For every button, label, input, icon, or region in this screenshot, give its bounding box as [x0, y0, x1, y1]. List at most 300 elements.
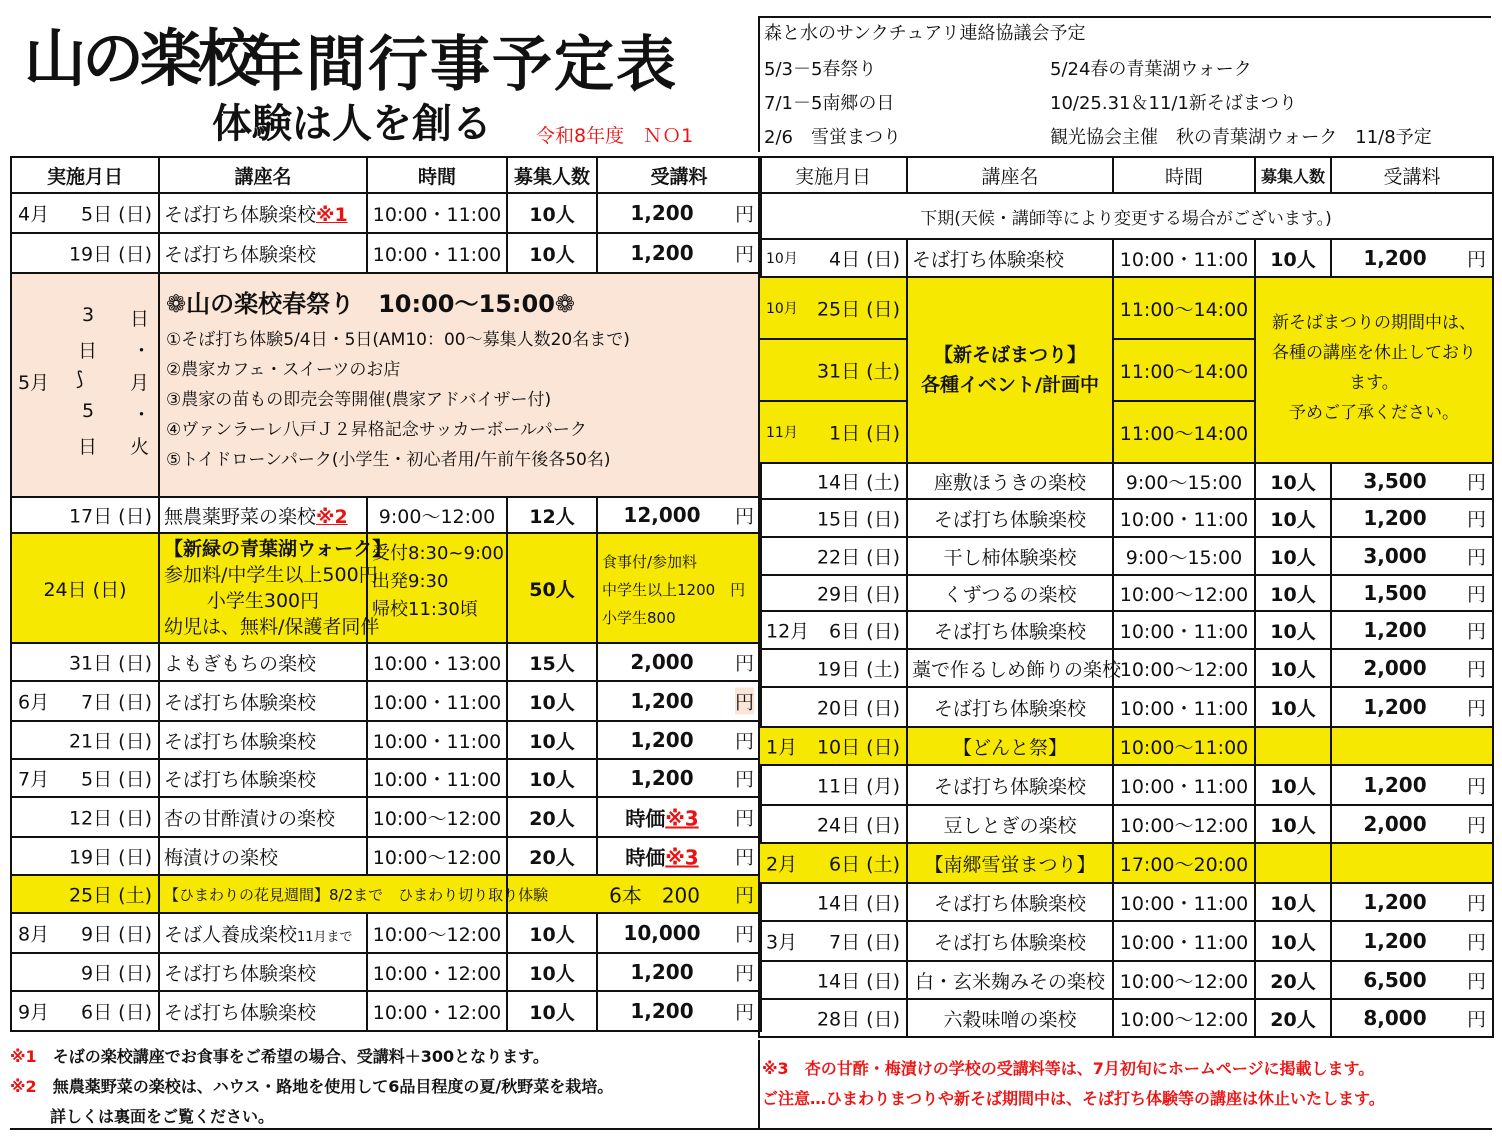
day: 5日 (日): [81, 768, 152, 791]
table-row: [11, 643, 761, 681]
course-name: そば打ち体験楽校: [159, 681, 367, 721]
date-cell: [11, 193, 159, 233]
course-name: そば打ち体験楽校: [159, 759, 367, 797]
note-mark: ※3: [665, 806, 699, 831]
capacity-cell: 10人: [1255, 883, 1331, 921]
month: 9月: [18, 1001, 50, 1024]
fee-amount: 1,200: [630, 766, 694, 790]
day: 9日 (日): [81, 962, 152, 985]
table-row: [11, 193, 761, 233]
month: 1月: [766, 736, 798, 759]
date-char: 月: [130, 372, 150, 394]
fee-cell: [597, 721, 761, 759]
yen: 円: [1466, 620, 1486, 643]
course-name: 【どんと祭】: [907, 727, 1113, 765]
yen: 円: [734, 962, 754, 985]
course-name: そば打ち体験楽校: [907, 921, 1113, 961]
table-row: [11, 913, 761, 953]
yen: 円: [734, 730, 754, 753]
fee-cell: [1331, 921, 1493, 961]
day: 21日 (日): [68, 730, 152, 753]
festival-item: ④ヴァンラーレ八戸Ｊ２昇格記念サッカーボールパーク: [166, 420, 587, 440]
date-cell: 24日 (日): [11, 533, 159, 643]
time-cell: 11:00～14:00: [1113, 339, 1255, 401]
table-row: [759, 843, 1493, 883]
day: 6日 (日): [81, 1001, 152, 1024]
course-name: くずつるの楽校: [907, 575, 1113, 611]
capacity-cell: 10人: [507, 759, 597, 797]
course-name: そば打ち体験楽校: [159, 233, 367, 273]
column-header: 実施月日: [11, 157, 159, 193]
time-cell: 10:00・11:00: [1113, 765, 1255, 805]
note-mark: ※2: [316, 505, 348, 528]
capacity-cell: 10人: [1255, 537, 1331, 575]
table-header-row: [11, 157, 761, 193]
date-cell: [759, 961, 907, 999]
time-cell: 10:00・11:00: [367, 721, 507, 759]
course-name: 藁で作るしめ飾りの楽校: [907, 649, 1113, 687]
fee-cell: [1331, 463, 1493, 499]
date-cell: [11, 913, 159, 953]
period-note: 下期(天候・講師等により変更する場合がございます。): [759, 193, 1493, 239]
date-cell: [759, 999, 907, 1037]
fee-amount: 1,200: [1363, 929, 1427, 953]
table-row: [759, 611, 1493, 649]
fee-cell: [1331, 727, 1493, 765]
footnote-mark: ※2: [10, 1077, 37, 1096]
soba-festival-line: 【新そばまつり】: [933, 344, 1086, 366]
date-cell: [759, 727, 907, 765]
month: 10月: [766, 251, 798, 267]
date-char: 日: [130, 308, 150, 330]
table-row: [759, 537, 1493, 575]
fee-amount: 3,500: [1363, 469, 1427, 493]
time-cell: 9:00～15:00: [1113, 463, 1255, 499]
date-cell: [759, 921, 907, 961]
course-name-text: そば人養成楽校: [164, 923, 298, 946]
column-header: 受講料: [1331, 157, 1493, 193]
capacity-cell: 10人: [1255, 463, 1331, 499]
capacity-cell: 50人: [507, 533, 597, 643]
info-item: 5/24春の青葉湖ウォーク: [1050, 59, 1252, 80]
course-name-text: そば打ち体験楽校: [164, 203, 317, 226]
date-cell: [759, 575, 907, 611]
date-cell: [759, 499, 907, 537]
day: 6日 (日): [829, 620, 900, 643]
soba-note-line: 予めご了承ください。: [1289, 403, 1459, 423]
date-char: ・: [132, 340, 152, 362]
day: 31日 (日): [68, 652, 152, 675]
fee-amount: 1,200: [630, 999, 694, 1023]
page-title: 年間行事予定表: [244, 30, 678, 100]
fee-cell: [1331, 649, 1493, 687]
fee-cell: [1331, 687, 1493, 727]
fee-amount: 3,000: [1363, 544, 1427, 568]
fee-cell: [597, 497, 761, 533]
footnote: [10, 1042, 758, 1072]
footnote-mark: ※1: [10, 1047, 37, 1066]
column-header: 実施月日: [759, 157, 907, 193]
walk-fee: [597, 533, 761, 643]
yen: 円: [1466, 471, 1486, 494]
time-cell: 10:00・12:00: [367, 953, 507, 991]
date-cell: [759, 883, 907, 921]
date-cell: [11, 759, 159, 797]
day: 14日 (日): [816, 970, 900, 993]
month: 5月: [18, 372, 50, 394]
capacity-cell: 15人: [507, 643, 597, 681]
course-name: 白・玄米麹みその楽校: [907, 961, 1113, 999]
time-cell: 10:00・11:00: [1113, 239, 1255, 277]
table-row: [759, 727, 1493, 765]
date-cell: [759, 611, 907, 649]
course-name: そば打ち体験楽校: [159, 721, 367, 759]
month: 8月: [18, 923, 50, 946]
date-cell: [759, 401, 907, 463]
fee-amount: 6,500: [1363, 968, 1427, 992]
day: 4日 (日): [829, 248, 900, 271]
capacity-cell: 10人: [507, 681, 597, 721]
capacity-cell: 20人: [507, 837, 597, 875]
fee-cell: [597, 953, 761, 991]
fee-cell: [597, 233, 761, 273]
day: 28日 (日): [816, 1008, 900, 1031]
capacity-cell: 10人: [507, 991, 597, 1031]
footnote-mark: ※3: [762, 1059, 789, 1078]
sunflower-row: [11, 875, 761, 913]
festival-description: [159, 273, 761, 497]
date-cell: [11, 991, 159, 1031]
capacity-cell: 20人: [507, 797, 597, 837]
month: 2月: [766, 853, 798, 876]
walk-time: 出発9:30: [372, 571, 449, 592]
fee-text: 時価: [625, 806, 666, 831]
yen: 円: [734, 505, 754, 528]
fee-amount: 1,200: [1363, 506, 1427, 530]
table-row: [759, 961, 1493, 999]
date-char: 3: [82, 304, 95, 326]
day: 19日 (土): [816, 658, 900, 681]
day: 24日 (日): [816, 814, 900, 837]
time-cell: 10:00・11:00: [1113, 499, 1255, 537]
course-name: そば打ち体験楽校: [907, 611, 1113, 649]
table-row: [759, 463, 1493, 499]
date-cell: [759, 843, 907, 883]
info-item: 観光協会主催 秋の青葉湖ウォーク 11/8予定: [1050, 127, 1432, 148]
table-row: [759, 805, 1493, 843]
table-row: [759, 921, 1493, 961]
fee-amount: 1,200: [1363, 618, 1427, 642]
fee-amount: 1,200: [1363, 890, 1427, 914]
second-half-rows: [759, 463, 1493, 1037]
yen: 円: [1466, 931, 1486, 954]
time-cell: 17:00～20:00: [1113, 843, 1255, 883]
time-cell: 10:00～12:00: [1113, 805, 1255, 843]
table-row: [759, 499, 1493, 537]
time-cell: 10:00・12:00: [367, 991, 507, 1031]
fee-cell: [1331, 883, 1493, 921]
festival-date-cell: [11, 273, 159, 497]
table-header-row: [759, 157, 1493, 193]
day: 11日 (月): [816, 775, 900, 798]
time-cell: 10:00・13:00: [367, 643, 507, 681]
fee-cell: [1331, 961, 1493, 999]
date-cell: [759, 537, 907, 575]
festival-item: ③農家の苗もの即売会等開催(農家アドバイザー付): [166, 390, 552, 410]
date-cell: [759, 339, 907, 401]
table-row: [11, 991, 761, 1031]
yen: 円: [735, 688, 754, 715]
table-row: [11, 837, 761, 875]
month: 4月: [18, 203, 50, 226]
table-row: [11, 759, 761, 797]
walk-detail: 小学生300円: [206, 590, 320, 612]
yen: 円: [734, 846, 754, 869]
yen: 円: [1466, 658, 1486, 681]
capacity-cell: 20人: [1255, 999, 1331, 1037]
day: 12日 (日): [68, 807, 152, 830]
table-row: [11, 953, 761, 991]
date-cell: [759, 765, 907, 805]
fee-amount: 1,200: [630, 241, 694, 265]
date-cell: [759, 277, 907, 339]
bottom-border: [10, 1128, 1492, 1130]
date-char: ・: [132, 404, 152, 426]
column-header: 受講料: [597, 157, 761, 193]
yen: 円: [734, 652, 754, 675]
info-item: 7/1－5南郷の日: [764, 93, 895, 114]
fee-amount: 1,200: [630, 728, 694, 752]
table-row: [759, 649, 1493, 687]
spring-festival-row: [11, 273, 761, 497]
schedule-table-second-half: [758, 156, 1494, 1038]
yen: 円: [1466, 970, 1486, 993]
date-cell: [11, 875, 159, 913]
date-cell: [11, 233, 159, 273]
footnote-text: 無農薬野菜の楽校は、ハウス・路地を使用して6品目程度の夏/秋野菜を栽培。: [52, 1077, 614, 1096]
date-char: ⟆: [76, 368, 84, 390]
table-row: [759, 999, 1493, 1037]
time-cell: 9:00～12:00: [367, 497, 507, 533]
walk-detail: 参加料/中学生以上500円: [164, 564, 378, 586]
time-cell: 10:00～12:00: [367, 837, 507, 875]
yen: 円: [1466, 546, 1486, 569]
time-cell: 10:00・11:00: [367, 233, 507, 273]
soba-festival-note: [1255, 277, 1493, 463]
capacity-cell: [1255, 727, 1331, 765]
fee-amount: 1,200: [630, 201, 694, 225]
capacity-cell: 10人: [507, 193, 597, 233]
yen: 円: [734, 243, 754, 266]
date-cell: [11, 797, 159, 837]
course-name: 【南郷雪蛍まつり】: [907, 843, 1113, 883]
table-row: [11, 497, 761, 533]
soba-note-line: 新そばまつりの期間中は、: [1272, 313, 1476, 333]
capacity-cell: 10人: [1255, 239, 1331, 277]
month: 12月: [766, 620, 810, 643]
time-cell: 10:00～12:00: [1113, 649, 1255, 687]
fee-cell: [1331, 239, 1493, 277]
footnotes-right: [762, 1054, 1492, 1114]
festival-heading: ❁山の楽校春祭り 10:00～15:00❁: [166, 290, 576, 318]
time-cell: 10:00・11:00: [367, 193, 507, 233]
course-name: そば打ち体験楽校: [907, 239, 1113, 277]
info-item: 10/25.31＆11/1新そばまつり: [1050, 93, 1297, 114]
fee-cell: [597, 643, 761, 681]
fee-cell: [1331, 843, 1493, 883]
day: 9日 (日): [81, 923, 152, 946]
day: 25日 (日): [816, 298, 900, 321]
table-row: [759, 575, 1493, 611]
fee-amount: [598, 842, 726, 871]
time-cell: 10:00・11:00: [1113, 611, 1255, 649]
date-cell: [11, 837, 159, 875]
month: 3月: [766, 931, 798, 954]
capacity-cell: 10人: [507, 913, 597, 953]
course-name: 豆しとぎの楽校: [907, 805, 1113, 843]
fee-text: 時価: [625, 845, 666, 870]
fee-cell: [597, 991, 761, 1031]
time-cell: 10:00・11:00: [1113, 921, 1255, 961]
fee-amount: 2,000: [1363, 656, 1427, 680]
yen: 円: [734, 768, 754, 791]
walk-fee-line: 食事付/参加料: [602, 553, 698, 571]
note-mark: ※3: [665, 845, 699, 870]
table-row: [759, 687, 1493, 727]
info-heading: 森と水のサンクチュアリ連絡協議会予定: [764, 23, 1086, 44]
yen: 円: [734, 203, 754, 226]
walk-detail: 幼児は、無料/保護者同伴: [164, 616, 380, 638]
walk-fee-line: 中学生以上1200 円: [602, 581, 746, 599]
walk-time: 受付8:30~9:00: [372, 543, 504, 564]
yen: 円: [734, 884, 754, 907]
footnote-text: 杏の甘酢・梅漬けの学校の受講料等は、7月初旬にホームページに掲載します。: [804, 1059, 1375, 1078]
capacity-cell: 10人: [1255, 765, 1331, 805]
month: 7月: [18, 768, 50, 791]
capacity-cell: 10人: [1255, 649, 1331, 687]
fee-amount: 1,200: [630, 960, 694, 984]
course-name: 梅漬けの楽校: [159, 837, 367, 875]
course-name: [159, 913, 367, 953]
course-name: [159, 497, 367, 533]
footnote: [10, 1072, 758, 1102]
date-cell: [759, 805, 907, 843]
yen: 円: [1466, 892, 1486, 915]
soba-note-line: 各種の講座を休止しており: [1272, 343, 1476, 363]
soba-note-line: ます。: [1349, 373, 1399, 393]
day: 19日 (日): [68, 243, 152, 266]
time-cell: 10:00・11:00: [1113, 883, 1255, 921]
walk-title: 【新緑の青葉湖ウォーク】: [164, 538, 392, 560]
fee-cell: [1331, 765, 1493, 805]
day: 7日 (日): [81, 691, 152, 714]
fee-cell: [1331, 611, 1493, 649]
column-header: 講座名: [159, 157, 367, 193]
fee-cell: [597, 681, 761, 721]
day: 20日 (日): [816, 697, 900, 720]
yen: 円: [1466, 248, 1486, 271]
course-name: よもぎもちの楽校: [159, 643, 367, 681]
period-note-row: [759, 193, 1493, 239]
capacity-cell: 20人: [1255, 961, 1331, 999]
time-cell: 10:00～12:00: [1113, 961, 1255, 999]
year-label: 令和8年度 ＮＯ1: [536, 125, 694, 147]
fee-cell: [507, 875, 761, 913]
table-row: [11, 681, 761, 721]
fee-cell: [1331, 999, 1493, 1037]
soba-festival-line: 各種イベント/計画中: [921, 374, 1099, 396]
table-row: [759, 883, 1493, 921]
festival-item: ①そば打ち体験5/4日・5日(AM10：00～募集人数20名まで): [166, 330, 630, 350]
fee-cell: [597, 797, 761, 837]
time-cell: 10:00～11:00: [1113, 727, 1255, 765]
table-row: [11, 797, 761, 837]
date-cell: [11, 497, 159, 533]
fee-cell: [1331, 537, 1493, 575]
day: 5日 (日): [81, 203, 152, 226]
footnote-text: 詳しくは裏面をご覧ください。: [50, 1107, 275, 1126]
day: 10日 (日): [816, 736, 900, 759]
time-cell: 9:00～15:00: [1113, 537, 1255, 575]
fee-amount: [598, 803, 726, 832]
fee-cell: [1331, 805, 1493, 843]
course-name: 干し柿体験楽校: [907, 537, 1113, 575]
time-cell: 10:00・11:00: [367, 759, 507, 797]
time-cell: 11:00～14:00: [1113, 277, 1255, 339]
time-cell: 10:00～12:00: [367, 797, 507, 837]
date-cell: [759, 649, 907, 687]
date-cell: [11, 721, 159, 759]
yen: 円: [1466, 697, 1486, 720]
course-name: [159, 193, 367, 233]
time-cell: 10:00～12:00: [1113, 999, 1255, 1037]
column-header: 募集人数: [1255, 157, 1331, 193]
fee-cell: [597, 759, 761, 797]
course-name-text: 無農薬野菜の楽校: [164, 505, 317, 528]
time-cell: 10:00・11:00: [367, 681, 507, 721]
page-subtitle: 体験は人を創る: [212, 101, 492, 147]
info-item: 2/6 雪蛍まつり: [764, 127, 901, 148]
course-name: 杏の甘酢漬けの楽校: [159, 797, 367, 837]
date-cell: [759, 239, 907, 277]
footnote-text: ご注意…ひまわりまつりや新そば期間中は、そば打ち体験等の講座は休止いたします。: [762, 1089, 1385, 1108]
festival-item: ②農家カフェ・スイーツのお店: [166, 360, 401, 380]
table-row: [11, 721, 761, 759]
course-name: そば打ち体験楽校: [159, 953, 367, 991]
info-item: 5/3－5春祭り: [764, 59, 877, 80]
course-name: そば打ち体験楽校: [907, 687, 1113, 727]
course-name: そば打ち体験楽校: [159, 991, 367, 1031]
fee-amount: 1,500: [1363, 581, 1427, 605]
capacity-cell: 10人: [1255, 611, 1331, 649]
yen: 円: [734, 923, 754, 946]
yen: 円: [734, 807, 754, 830]
day: 17日 (日): [68, 505, 152, 528]
capacity-cell: 12人: [507, 497, 597, 533]
column-header: 時間: [367, 157, 507, 193]
fee-amount: 8,000: [1363, 1006, 1427, 1030]
time-cell: 11:00～14:00: [1113, 401, 1255, 463]
column-header: 募集人数: [507, 157, 597, 193]
table-row: [759, 765, 1493, 805]
day: 1日 (日): [829, 422, 900, 445]
date-char: 5: [82, 400, 95, 422]
date-cell: [759, 687, 907, 727]
day: 15日 (日): [816, 508, 900, 531]
walk-time: 帰校11:30頃: [372, 599, 478, 620]
table-row: [759, 239, 1493, 277]
date-char: 日: [78, 436, 98, 458]
